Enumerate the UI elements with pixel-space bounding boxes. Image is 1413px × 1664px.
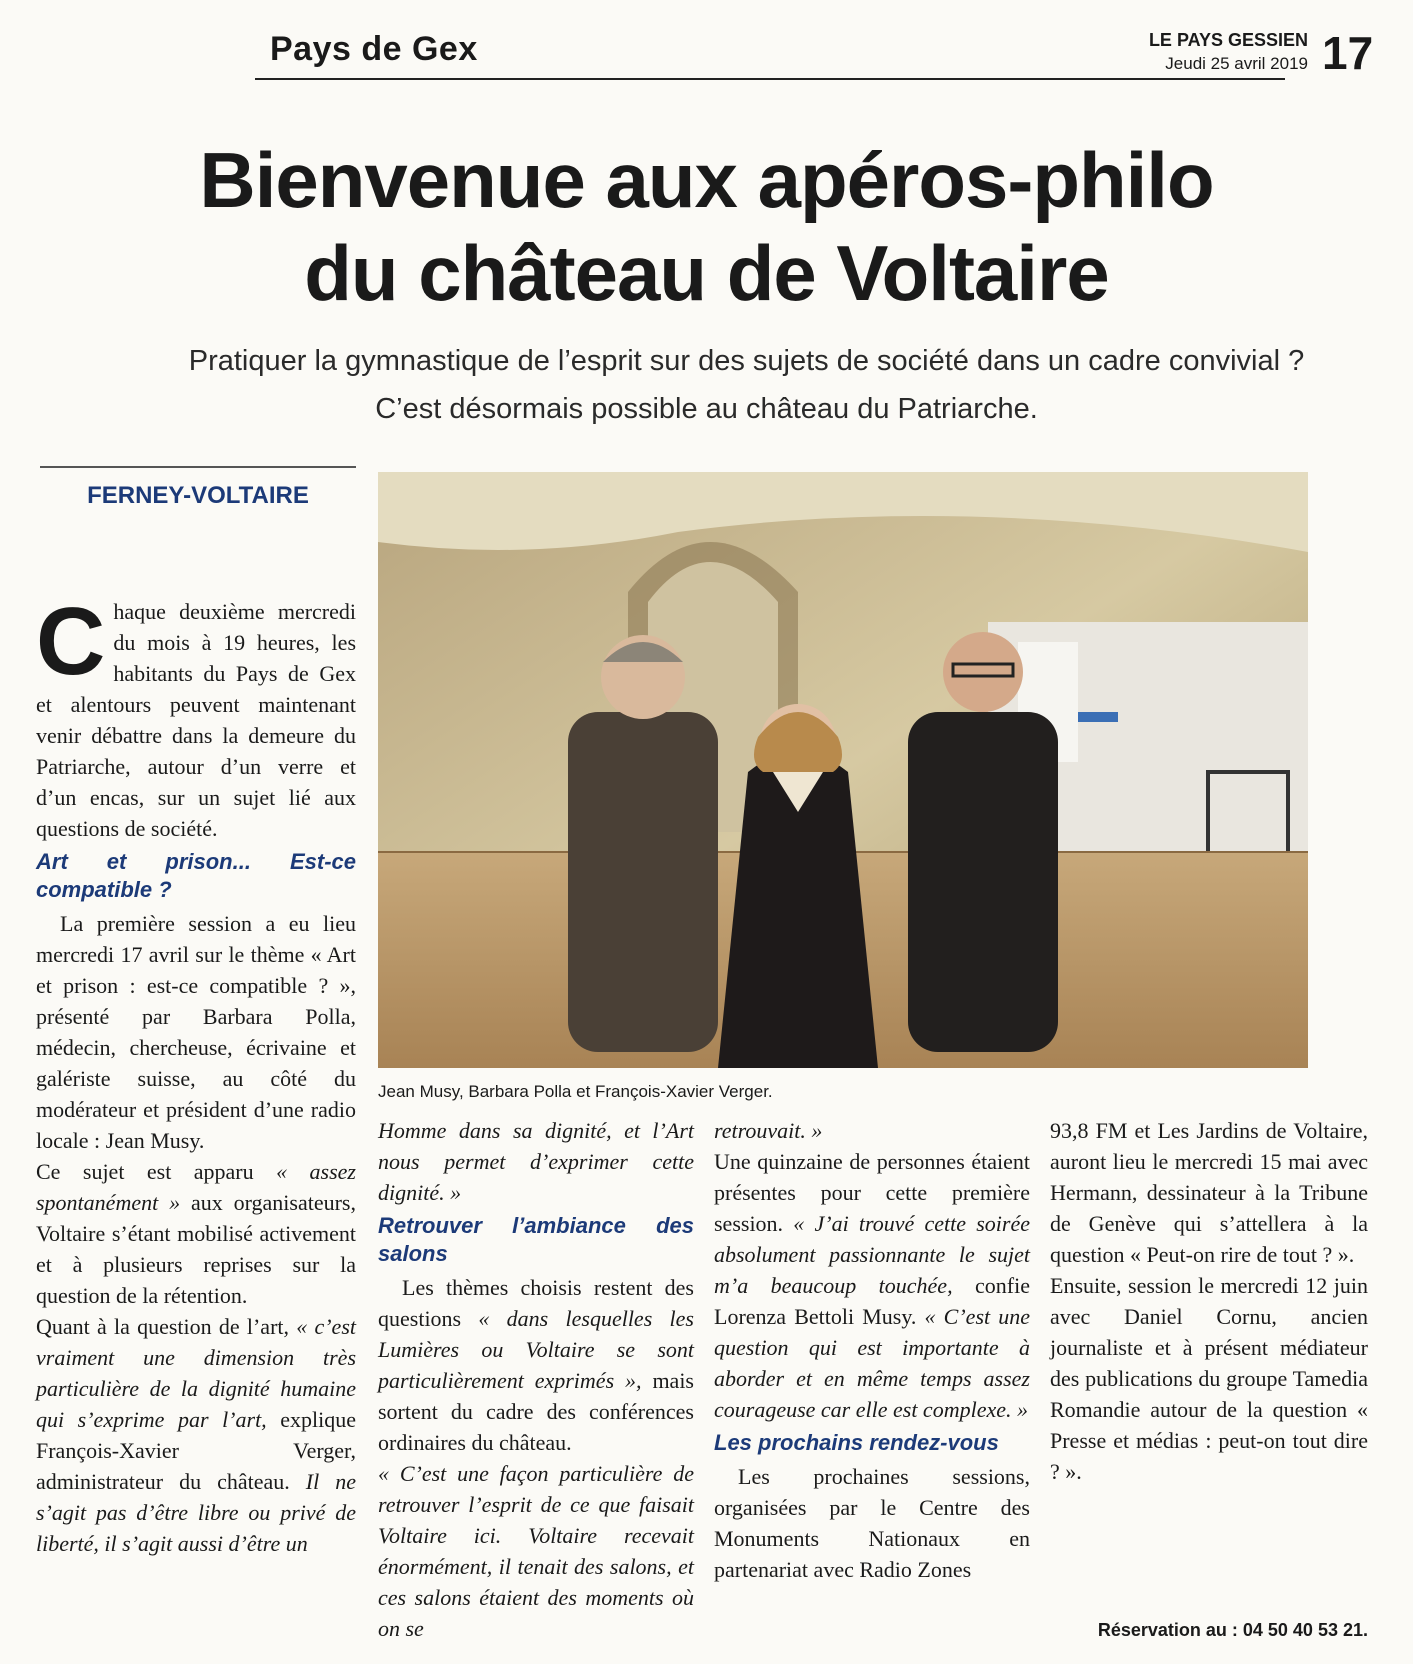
location-label: FERNEY-VOLTAIRE: [87, 482, 309, 509]
deck-line-2: C’est désormais possible au château du Patriarche.: [375, 393, 1038, 425]
paragraph-sujet: Ce sujet est apparu « assez spontanément » aux organisateurs, Voltaire s’étant mobilisé activement et à plusieurs reprises sur la question de la rétention.: [36, 1159, 356, 1308]
article-photo: [378, 472, 1308, 1068]
paragraph-next-continued: 93,8 FM et Les Jardins de Voltaire, auront lieu le mercredi 15 mai avec Hermann, dessinateur à la Tribune de Genève qui s’attellera à la question « Peut-on rire de tout ? ».: [1050, 1118, 1368, 1267]
photo-caption: Jean Musy, Barbara Polla et François-Xavier Verger.: [378, 1082, 773, 1101]
subheading-rendez-vous: Les prochains rendez-vous: [714, 1430, 999, 1455]
paragraph-art: Quant à la question de l’art, « c’est vraiment une dimension très particulière de la dignité humaine qui s’exprime par l’art, explique François-Xavier Verger, administrateur du château. Il ne s’agit pas d’être libre ou privé de liberté, il s’agit aussi d’être un: [36, 1314, 356, 1556]
headline-line-2: du château de Voltaire: [304, 229, 1109, 317]
location-rule: [40, 466, 356, 468]
article-column-2: [378, 1115, 694, 1644]
subheading-art-prison: Art et prison... Est-ce compatible ?: [36, 849, 356, 902]
paragraph-session: La première session a eu lieu mercredi 17 avril sur le thème « Art et prison : est-ce compatible ? », présenté par Barbara Polla, médecin, chercheuse, écrivaine et galériste suisse, au côté du modérateur et président d’une radio locale : Jean Musy.: [36, 911, 356, 1153]
section-label: Pays de Gex: [270, 30, 478, 68]
page-number: 17: [1322, 27, 1374, 79]
reservation-line: Réservation au : 04 50 40 53 21.: [1097, 1620, 1368, 1640]
paragraph-audience: Une quinzaine de personnes étaient présentes pour cette première session. « J’ai trouvé cette soirée absolument passionnante le sujet m’a beaucoup touchée, confie Lorenza Bettoli Musy. « C’est une question qui est importante à aborder et en même temps assez courageuse car elle est complexe. »: [714, 1149, 1031, 1422]
issue-date: Jeudi 25 avril 2019: [1165, 54, 1308, 73]
drop-cap: C: [36, 588, 106, 695]
headline-line-1: Bienvenue aux apéros-philo: [199, 136, 1214, 224]
paragraph-art-continued: Homme dans sa dignité, et l’Art nous permet d’exprimer cette dignité. »: [378, 1118, 694, 1205]
paragraph-quote-voltaire: « C’est une façon particulière de retrouver l’esprit de ce que faisait Voltaire ici. Voltaire recevait énormément, il tenait des salons, et ces salons étaient des moments où on se: [378, 1461, 694, 1641]
article-column-1: [36, 588, 356, 1559]
paragraph-themes: Les thèmes choisis restent des questions « dans lesquelles les Lumières ou Voltaire se sont particulièrement exprimés », mais sortent du cadre des conférences ordinaires du château.: [378, 1275, 694, 1455]
subheading-salons: Retrouver l’ambiance des salons: [378, 1213, 694, 1266]
paragraph-next-sessions: Les prochaines sessions, organisées par le Centre des Monuments Nationaux en partenariat avec Radio Zones: [714, 1464, 1030, 1582]
section-rule: [255, 78, 1285, 80]
paper-name: LE PAYS GESSIEN: [1148, 30, 1308, 50]
paragraph-quote-continued: retrouvait. »: [714, 1118, 823, 1143]
paragraph-june-session: Ensuite, session le mercredi 12 juin avec Daniel Cornu, ancien journaliste et à présent médiateur des publications du groupe Tamedia Romandie autour de la question « Presse et médias : peut-on tout dire ? ».: [1050, 1273, 1368, 1484]
photo-illustration: [378, 472, 1308, 1068]
article-intro: haque deuxième mercredi du mois à 19 heures, les habitants du Pays de Gex et alentours peuvent maintenant venir débattre dans la demeure du Patriarche, autour d’un verre et d’un encas, sur un sujet lié aux questions de société.: [36, 599, 356, 841]
deck-line-1: Pratiquer la gymnastique de l’esprit sur des sujets de société dans un cadre convivial ?: [188, 345, 1305, 377]
article-column-3: [714, 1115, 1030, 1585]
article-column-4: [1050, 1115, 1368, 1487]
